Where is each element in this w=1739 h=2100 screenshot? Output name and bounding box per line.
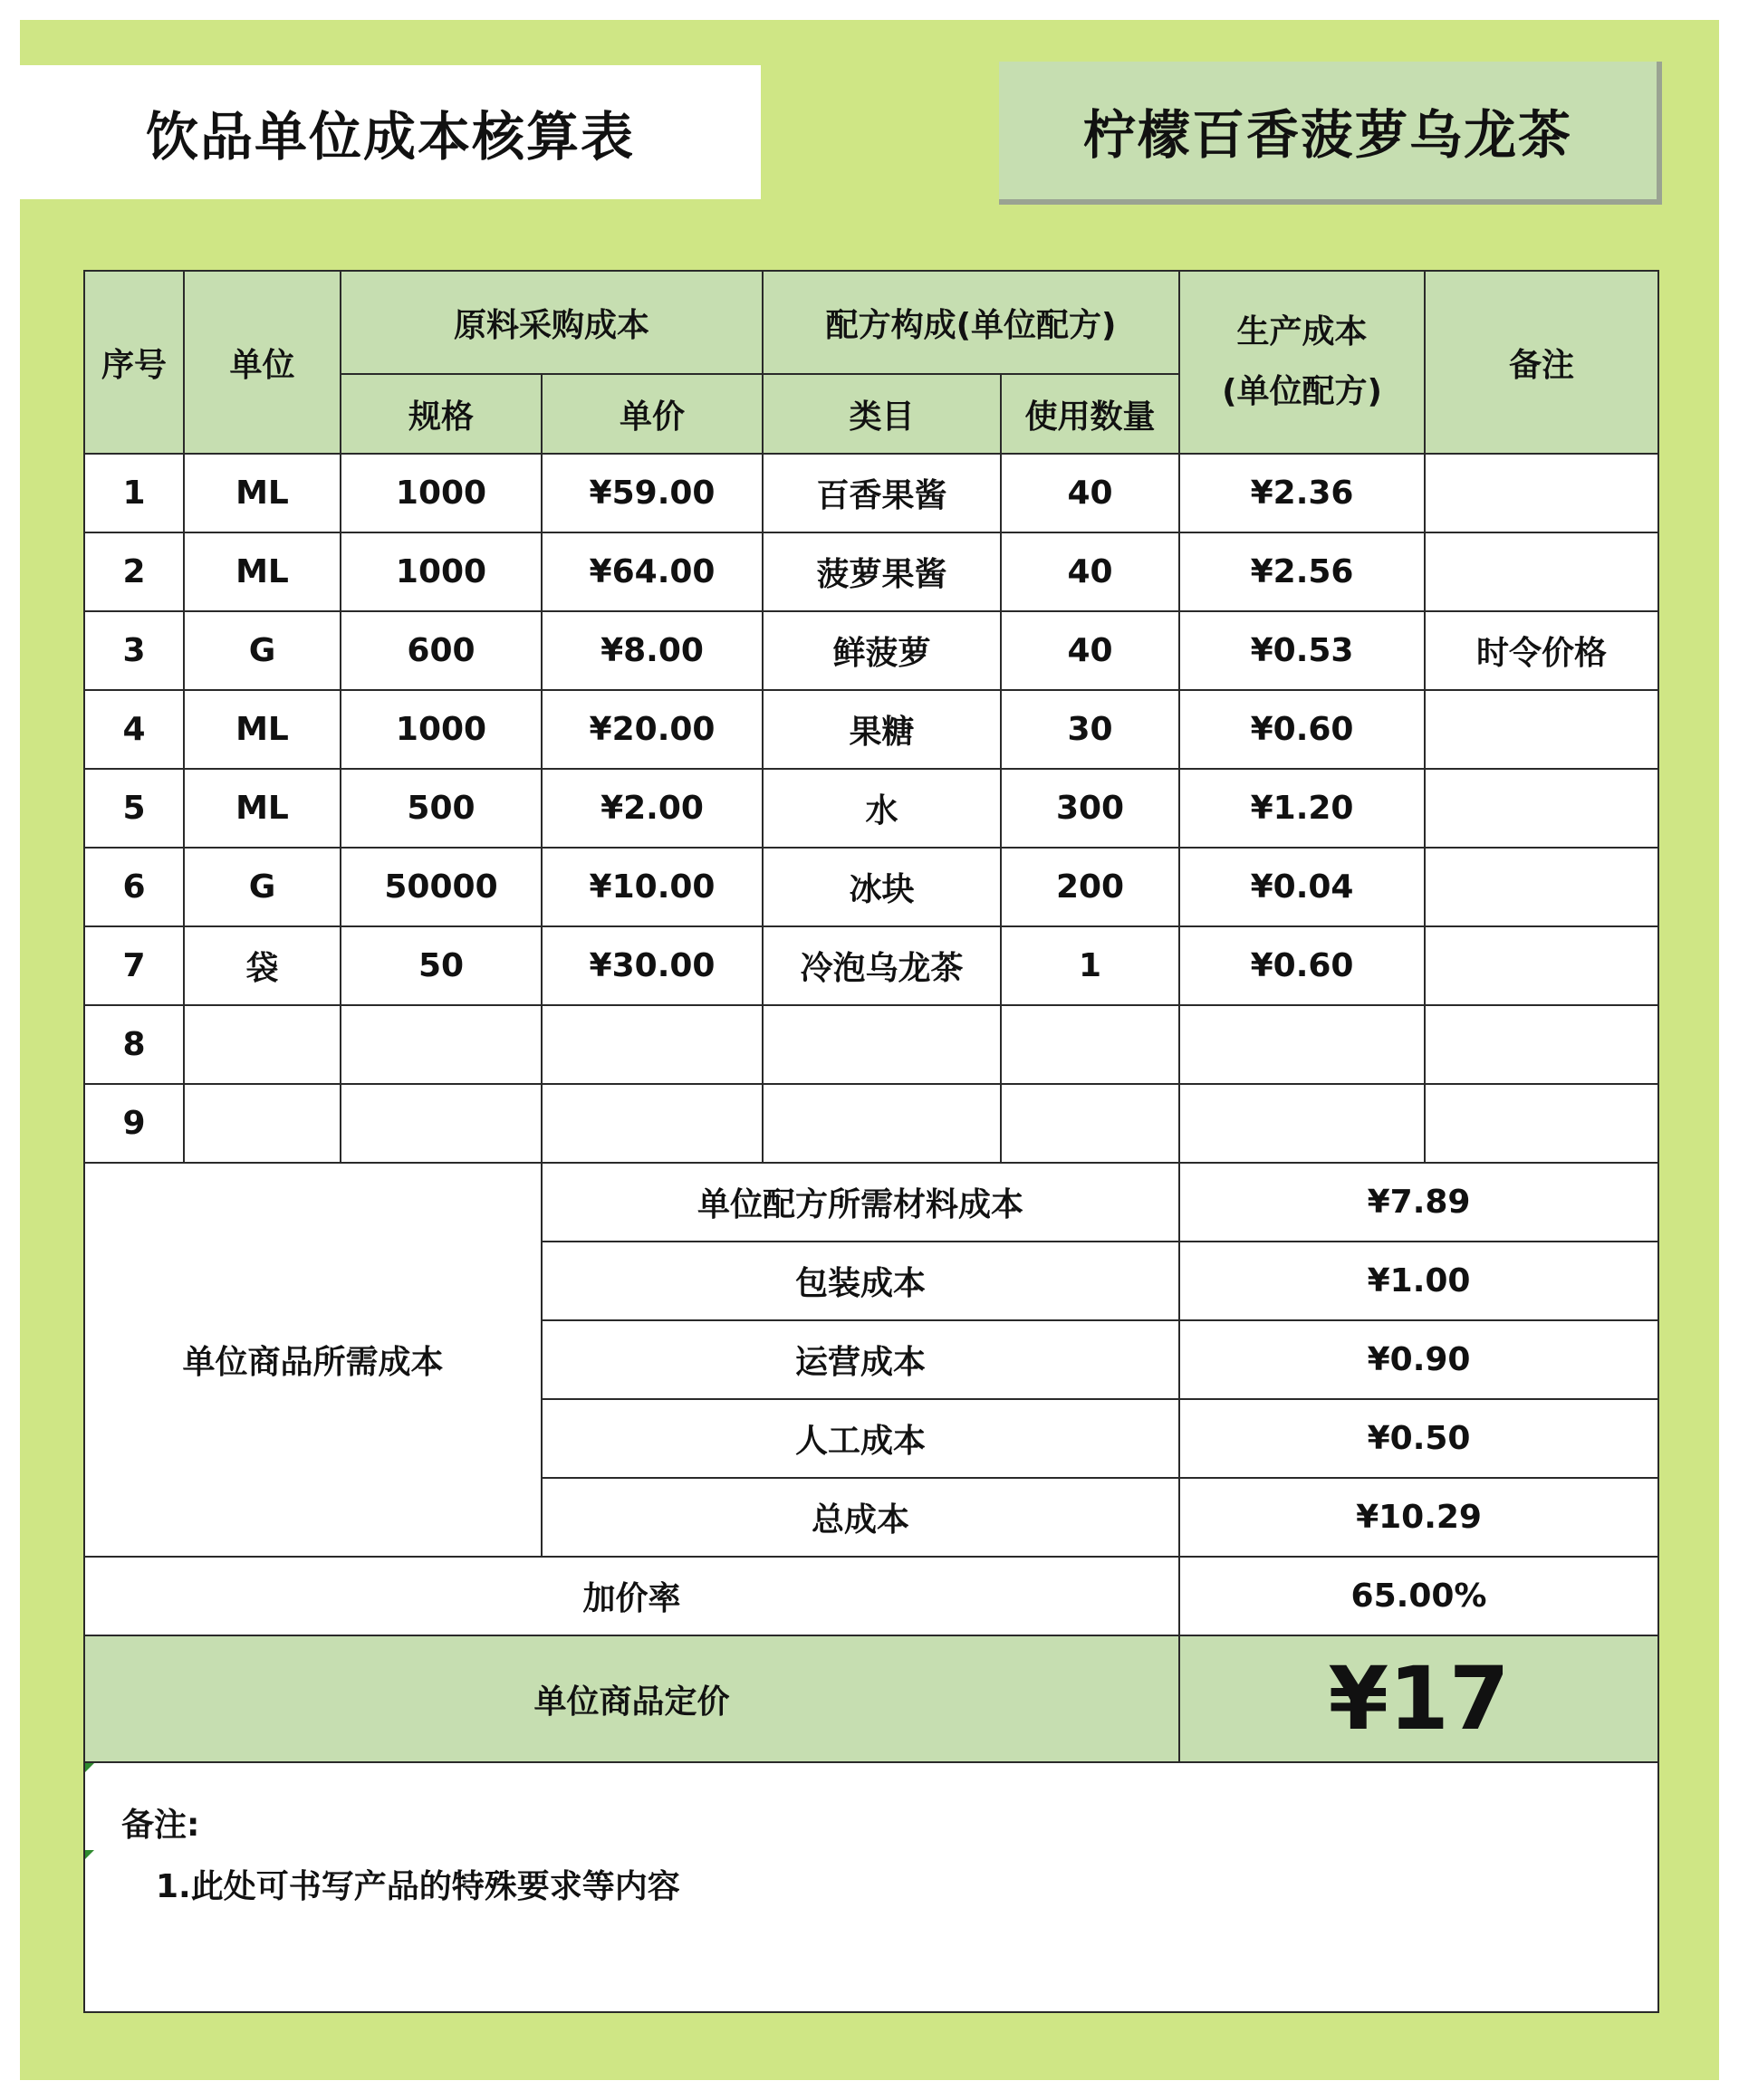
header-item: 类目 (763, 374, 1001, 454)
price-cell (542, 1084, 763, 1163)
unit-cell: G (184, 848, 341, 926)
unit-cell: 袋 (184, 926, 341, 1005)
table-row (84, 532, 1658, 611)
cost-cell (1179, 1084, 1425, 1163)
price-cell: ¥2.00 (542, 769, 763, 848)
table-row (84, 454, 1658, 532)
seq-cell: 7 (84, 926, 184, 1005)
remark-cell: 时令价格 (1425, 611, 1658, 690)
seq-cell: 1 (84, 454, 184, 532)
item-cell: 百香果酱 (763, 454, 1001, 532)
table-row (84, 1084, 1658, 1163)
table-row (84, 848, 1658, 926)
summary-value: ¥0.90 (1179, 1320, 1658, 1399)
header-seq: 序号 (84, 271, 184, 454)
qty-cell: 300 (1001, 769, 1179, 848)
summary-value: ¥0.50 (1179, 1399, 1658, 1478)
unit-cell: ML (184, 454, 341, 532)
price-value: ¥17 (1179, 1635, 1658, 1762)
remark-cell (1425, 1084, 1658, 1163)
qty-cell: 40 (1001, 454, 1179, 532)
cost-cell: ¥1.20 (1179, 769, 1425, 848)
cost-cell: ¥0.60 (1179, 926, 1425, 1005)
item-cell: 冷泡乌龙茶 (763, 926, 1001, 1005)
spec-cell: 50 (341, 926, 542, 1005)
summary-row (84, 1163, 1658, 1242)
unit-cell: G (184, 611, 341, 690)
cell-corner-marker (85, 1763, 94, 1772)
remark-cell (1425, 454, 1658, 532)
cost-cell: ¥0.60 (1179, 690, 1425, 769)
unit-cell (184, 1005, 341, 1084)
remark-cell (1425, 1005, 1658, 1084)
cost-cell: ¥2.36 (1179, 454, 1425, 532)
header-recipe-group: 配方构成(单位配方) (763, 271, 1179, 374)
markup-label: 加价率 (84, 1557, 1179, 1635)
cost-table (83, 270, 1659, 2013)
header-remark: 备注 (1425, 271, 1658, 454)
remark-cell (1425, 848, 1658, 926)
spec-cell: 1000 (341, 690, 542, 769)
price-label: 单位商品定价 (84, 1635, 1179, 1762)
qty-cell: 40 (1001, 611, 1179, 690)
cost-cell: ¥2.56 (1179, 532, 1425, 611)
seq-cell: 9 (84, 1084, 184, 1163)
remark-cell (1425, 532, 1658, 611)
remark-cell (1425, 769, 1658, 848)
header-usage: 使用数量 (1001, 374, 1179, 454)
spec-cell (341, 1005, 542, 1084)
price-cell (542, 1005, 763, 1084)
notes-line: 1.此处可书写产品的特殊要求等内容 (156, 1868, 680, 1905)
item-cell (763, 1005, 1001, 1084)
seq-cell: 3 (84, 611, 184, 690)
remark-cell (1425, 926, 1658, 1005)
spec-cell: 500 (341, 769, 542, 848)
cell-corner-marker (85, 1850, 94, 1859)
price-cell: ¥8.00 (542, 611, 763, 690)
table-row (84, 611, 1658, 690)
summary-label: 总成本 (542, 1478, 1179, 1557)
price-cell: ¥59.00 (542, 454, 763, 532)
summary-label: 包装成本 (542, 1242, 1179, 1320)
seq-cell: 6 (84, 848, 184, 926)
spec-cell: 600 (341, 611, 542, 690)
summary-label: 运营成本 (542, 1320, 1179, 1399)
seq-cell: 4 (84, 690, 184, 769)
header-unit: 单位 (184, 271, 341, 454)
qty-cell: 40 (1001, 532, 1179, 611)
header-production-cost (1179, 271, 1425, 454)
markup-row (84, 1557, 1658, 1635)
qty-cell (1001, 1084, 1179, 1163)
product-name: 柠檬百香菠萝乌龙茶 (999, 62, 1662, 205)
summary-value: ¥10.29 (1179, 1478, 1658, 1557)
price-cell: ¥30.00 (542, 926, 763, 1005)
seq-cell: 5 (84, 769, 184, 848)
qty-cell (1001, 1005, 1179, 1084)
qty-cell: 30 (1001, 690, 1179, 769)
notes-cell (84, 1762, 1658, 2012)
item-cell: 果糖 (763, 690, 1001, 769)
header-production-cost-line2: (单位配方) (1222, 373, 1382, 410)
price-row (84, 1635, 1658, 1762)
header-purchase-group: 原料采购成本 (341, 271, 763, 374)
unit-cell: ML (184, 532, 341, 611)
seq-cell: 2 (84, 532, 184, 611)
notes-title: 备注: (121, 1807, 200, 1844)
header-unit-price: 单价 (542, 374, 763, 454)
table-row (84, 769, 1658, 848)
summary-label: 单位配方所需材料成本 (542, 1163, 1179, 1242)
qty-cell: 1 (1001, 926, 1179, 1005)
price-cell: ¥20.00 (542, 690, 763, 769)
unit-cell (184, 1084, 341, 1163)
sheet-title: 饮品单位成本核算表 (20, 65, 761, 199)
item-cell (763, 1084, 1001, 1163)
item-cell: 鲜菠萝 (763, 611, 1001, 690)
remark-cell (1425, 690, 1658, 769)
table-row (84, 1005, 1658, 1084)
spec-cell: 50000 (341, 848, 542, 926)
cost-cell (1179, 1005, 1425, 1084)
header-production-cost-line1: 生产成本 (1236, 313, 1368, 350)
header-row-1 (84, 271, 1658, 374)
markup-value: 65.00% (1179, 1557, 1658, 1635)
item-cell: 冰块 (763, 848, 1001, 926)
unit-cell: ML (184, 769, 341, 848)
table-row (84, 690, 1658, 769)
cost-cell: ¥0.04 (1179, 848, 1425, 926)
spec-cell: 1000 (341, 532, 542, 611)
item-cell: 水 (763, 769, 1001, 848)
price-cell: ¥10.00 (542, 848, 763, 926)
unit-cell: ML (184, 690, 341, 769)
qty-cell: 200 (1001, 848, 1179, 926)
summary-group-label: 单位商品所需成本 (84, 1163, 542, 1557)
seq-cell: 8 (84, 1005, 184, 1084)
cost-cell: ¥0.53 (1179, 611, 1425, 690)
item-cell: 菠萝果酱 (763, 532, 1001, 611)
price-cell: ¥64.00 (542, 532, 763, 611)
table-row (84, 926, 1658, 1005)
spec-cell: 1000 (341, 454, 542, 532)
header-spec: 规格 (341, 374, 542, 454)
summary-label: 人工成本 (542, 1399, 1179, 1478)
summary-value: ¥1.00 (1179, 1242, 1658, 1320)
summary-value: ¥7.89 (1179, 1163, 1658, 1242)
notes-row (84, 1762, 1658, 2012)
spec-cell (341, 1084, 542, 1163)
